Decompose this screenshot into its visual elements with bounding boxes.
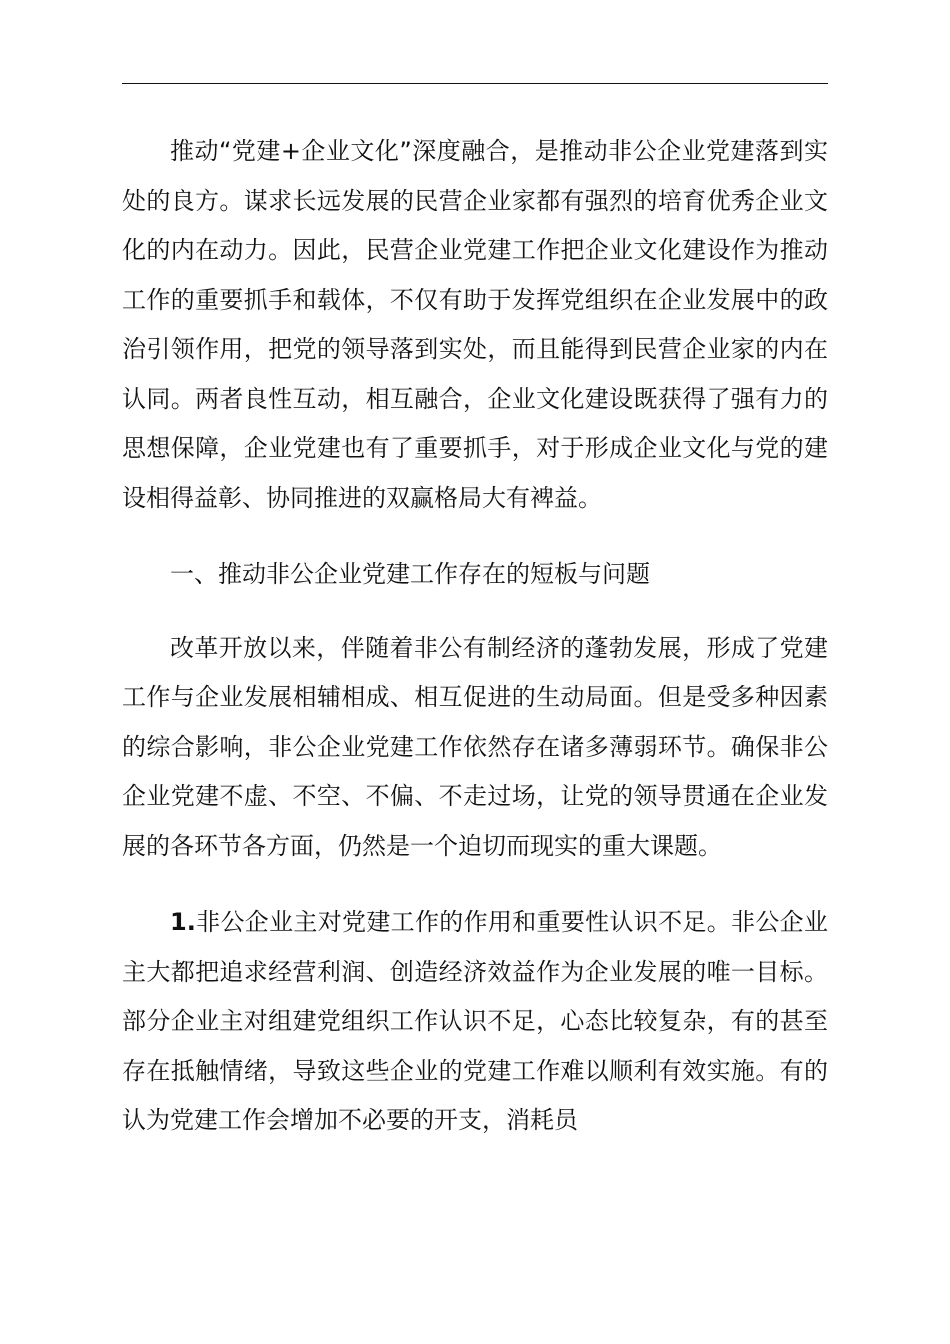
point-text: 非公企业主对党建工作的作用和重要性认识不足。非公企业主大都把追求经营利润、创造经济效益作为企业发展的唯一目标。部分企业主对组建党组织工作认识不足，心态比较复杂，有的甚至存在抵触情绪，导致这些企业的党建工作难以顺利有效实施。有的认为党建工作会增加不必要的开支，消耗员 <box>122 908 828 1134</box>
paragraph-background: 改革开放以来，伴随着非公有制经济的蓬勃发展，形成了党建工作与企业发展相辅相成、相互促进的生动局面。但是受多种因素的综合影响，非公企业党建工作依然存在诸多薄弱环节。确保非公企业党建不虚、不空、不偏、不走过场，让党的领导贯通在企业发展的各环节各方面，仍然是一个迫切而现实的重大课题。 <box>122 633 828 860</box>
point-number: 1. <box>170 908 196 936</box>
document-body <box>122 127 828 1173</box>
section-heading: 一、推动非公企业党建工作存在的短板与问题 <box>170 560 650 588</box>
paragraph-point-1 <box>122 898 828 1146</box>
paragraph-intro: 推动“党建+企业文化”深度融合，是推动非公企业党建落到实处的良方。谋求长远发展的民营企业家都有强烈的培育优秀企业文化的内在动力。因此，民营企业党建工作把企业文化建设作为推动工作的重要抓手和载体，不仅有助于发挥党组织在企业发展中的政治引领作用，把党的领导落到实处，而且能得到民营企业家的内在认同。两者良性互动，相互融合，企业文化建设既获得了强有力的思想保障，企业党建也有了重要抓手，对于形成企业文化与党的建设相得益彰、协同推进的双赢格局大有裨益。 <box>122 137 828 512</box>
header-rule <box>122 83 828 84</box>
